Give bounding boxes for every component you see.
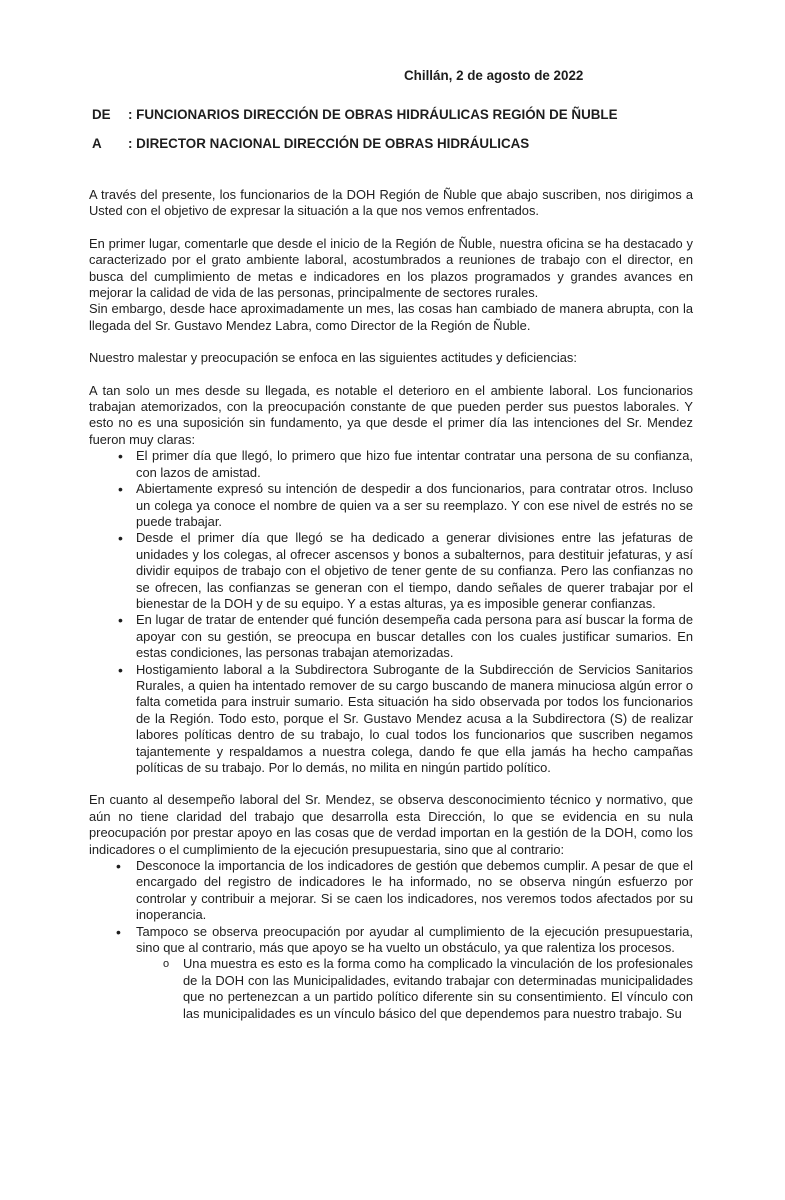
concerns-list bbox=[89, 448, 693, 776]
paragraph-change: Sin embargo, desde hace aproximadamente un mes, las cosas han cambiado de manera abrupta, con la llegada del Sr. Gustavo Mendez Labra, como Director de la Región de Ñuble. bbox=[89, 301, 693, 333]
letter-date: Chillán, 2 de agosto de 2022 bbox=[404, 68, 584, 83]
performance-list bbox=[89, 858, 693, 1022]
list-item: • Hostigamiento laboral a la Subdirectora Subrogante de la Subdirección de Servicios Sanitarios Rurales, a quien ha intentado remover de su cargo buscando de manera minuciosa algún error o falta cometida para instruir sumario. Esta situación ha sido observada por todos los funcionarios de la Región. Todo esto, porque el Sr. Gustavo Mendez acusa a la Subdirectora (S) de realizar labores políticas dentro de su trabajo, lo cual todos los funcionarios que suscriben negamos tajantemente y respaldamos a nuestra colega, dando fe que ella jamás ha hecho campañas políticas de su trabajo. Por lo demás, no milita en ningún partido político. bbox=[136, 662, 693, 777]
list-item: • El primer día que llegó, lo primero que hizo fue intentar contratar una persona de su confianza, con lazos de amistad. bbox=[136, 448, 693, 481]
from-label: DE bbox=[92, 107, 111, 122]
to-label: A bbox=[92, 136, 102, 151]
letter-body bbox=[89, 187, 693, 1022]
list-item: • Desde el primer día que llegó se ha dedicado a generar divisiones entre las jefaturas de unidades y los colegas, al ofrecer ascensos y bonos a subalternos, para destituir jefaturas, y así dividir equipos de trabajo con el objetivo de tener gente de su confianza. Pero las confianzas no se ofrecen, las confianzas se generan con el tiempo, dando señales de querer trabajar por el bienestar de la DOH y de su equipo. Y a estas alturas, ya es imposible generar confianzas. bbox=[136, 530, 693, 612]
list-item bbox=[136, 924, 693, 1022]
list-item: • Desconoce la importancia de los indicadores de gestión que debemos cumplir. A pesar de que el encargado del registro de indicadores le ha informado, no se observa ningún esfuerzo por controlar y contribuir a mejorar. Si se caen los indicadores, nos veremos todos afectados por su inoperancia. bbox=[136, 858, 693, 924]
sub-list bbox=[136, 956, 693, 1022]
from-value: : FUNCIONARIOS DIRECCIÓN DE OBRAS HIDRÁULICAS REGIÓN DE ÑUBLE bbox=[128, 107, 618, 122]
paragraph-environment: A tan solo un mes desde su llegada, es notable el deterioro en el ambiente laboral. Los funcionarios trabajan atemorizados, con la preocupación constante de que pueden perder sus puestos laborales. Y esto no es una suposición sin fundamento, ya que desde el primer día las intenciones del Sr. Mendez fueron muy claras: bbox=[89, 382, 693, 447]
list-item: • En lugar de tratar de entender qué función desempeña cada persona para así buscar la forma de apoyar con su gestión, se preocupa en buscar detalles con los cuales justificar sumarios. En estas condiciones, las personas trabajan atemorizadas. bbox=[136, 612, 693, 661]
sub-list-item: o Una muestra es esto es la forma como ha complicado la vinculación de los profesionales de la DOH con las Municipalidades, evitando trabajar con determinadas municipalidades que no pertenezcan a un partido político diferente sin su consentimiento. El vínculo con las municipalidades es un vínculo básico del que dependemos para nuestro trabajo. Su bbox=[183, 956, 693, 1022]
paragraph-concerns: Nuestro malestar y preocupación se enfoca en las siguientes actitudes y deficiencias: bbox=[89, 350, 577, 366]
paragraph-intro: A través del presente, los funcionarios de la DOH Región de Ñuble que abajo suscriben, nos dirigimos a Usted con el objetivo de expresar la situación a la que nos vemos enfrentados. bbox=[89, 187, 693, 219]
list-item-text: Tampoco se observa preocupación por ayudar al cumplimiento de la ejecución presupuestaria, sino que al contrario, más que apoyo se ha vuelto un obstáculo, ya que ralentiza los procesos. bbox=[136, 923, 693, 956]
list-item: • Abiertamente expresó su intención de despedir a dos funcionarios, para contratar otros. Incluso un colega ya conoce el nombre de quien va a ser su reemplazo. Y con ese nivel de estrés no se puede trabajar. bbox=[136, 481, 693, 530]
paragraph-context: En primer lugar, comentarle que desde el inicio de la Región de Ñuble, nuestra oficina se ha destacado y caracterizado por el grato ambiente laboral, acostumbrados a reuniones de trabajo con el director, en busca del cumplimiento de metas e indicadores en los plazos programados y grandes avances en mejorar la calidad de vida de las personas, principalmente de sectores rurales. bbox=[89, 235, 693, 301]
from-line bbox=[92, 107, 618, 123]
paragraph-performance: En cuanto al desempeño laboral del Sr. Mendez, se observa desconocimiento técnico y normativo, que aún no tiene claridad del trabajo que desarrolla esta Dirección, lo que se evidencia en su nula preocupación por prestar apoyo en las cosas que de verdad importan en la gestión de la DOH, como los indicadores o el cumplimiento de la ejecución presupuestaria, sino que al contrario: bbox=[89, 792, 693, 857]
to-value: : DIRECTOR NACIONAL DIRECCIÓN DE OBRAS HIDRÁULICAS bbox=[128, 136, 530, 151]
to-line bbox=[92, 136, 529, 152]
